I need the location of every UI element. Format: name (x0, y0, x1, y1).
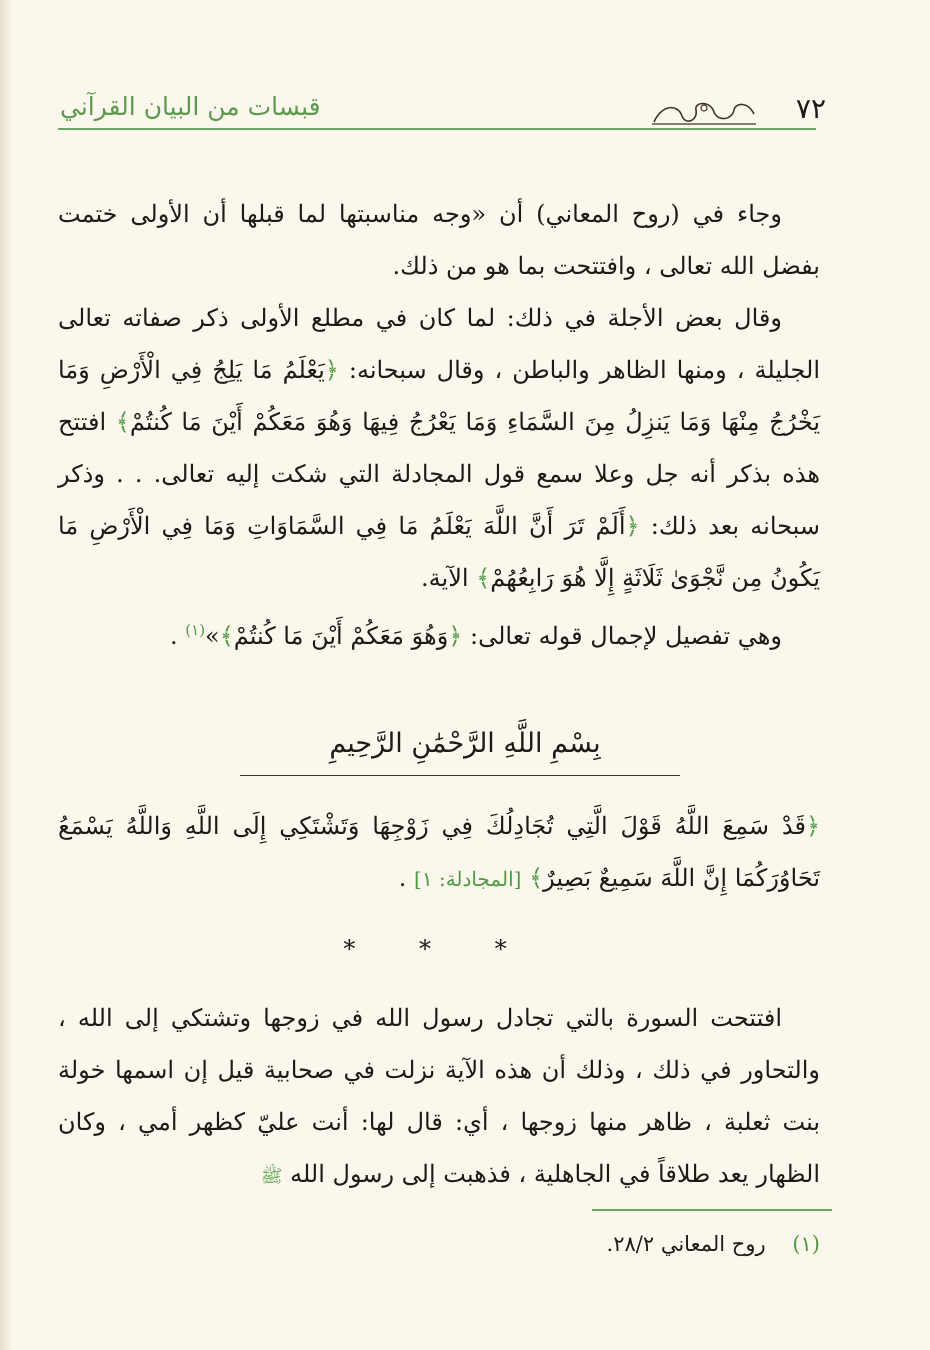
page-number: ٧٢ (795, 92, 826, 125)
paragraph-1: وجاء في (روح المعاني) أن «وجه مناسبتها لما قبلها أن الأولى ختمت بفضل الله تعالى ، وافتتحت بما هو من ذلك. (58, 200, 820, 280)
paragraph-2: وقال بعض الأجلة في ذلك: لما كان في مطلع الأولى ذكر صفاته تعالى الجليلة ، ومنها الظاهر والباطن ، وقال سبحانه: ﴿يَعْلَمُ مَا يَلِجُ فِي الْأَرْضِ وَمَا يَخْرُجُ مِنْهَا وَمَا يَنزِلُ مِنَ السَّمَاءِ وَمَا يَعْرُجُ فِيهَا وَهُوَ مَعَكُمْ أَيْنَ مَا كُنتُمْ﴾ افتتح هذه بذكر أنه جل وعلا سمع قول المجادلة التي شكت إليه تعالى. . . وذكر سبحانه بعد ذلك: ﴿أَلَمْ تَرَ أَنَّ اللَّهَ يَعْلَمُ مَا فِي السَّمَاوَاتِ وَمَا فِي الْأَرْضِ مَا يَكُونُ مِن نَّجْوَىٰ ثَلَاثَةٍ إِلَّا هُوَ رَابِعُهُمْ﴾ الآية. (58, 304, 820, 592)
quran-bracket-open: ﴿ (805, 812, 820, 840)
verse-citation: [المجادلة: ١] (414, 867, 522, 891)
quran-verse-2: أَلَمْ تَرَ أَنَّ اللَّهَ يَعْلَمُ مَا فِي السَّمَاوَاتِ وَمَا فِي الْأَرْضِ مَا يَكُونُ مِن نَّجْوَىٰ ثَلَاثَةٍ إِلَّا هُوَ رَابِعُهُمْ (58, 512, 820, 592)
main-verse-block (58, 800, 820, 905)
quran-bracket-close: ﴾ (219, 622, 234, 650)
lower-body (58, 992, 820, 1203)
quran-verse-1: يَعْلَمُ مَا يَلِجُ فِي الْأَرْضِ وَمَا يَخْرُجُ مِنْهَا وَمَا يَنزِلُ مِنَ السَّمَاءِ وَمَا يَعْرُجُ فِيهَا وَهُوَ مَعَكُمْ أَيْنَ مَا كُنتُمْ (58, 356, 820, 436)
quran-bracket-close: ﴾ (529, 864, 544, 892)
footnote-ref: (١) (185, 621, 206, 639)
salawat-glyph: ﷺ (260, 1166, 283, 1187)
upper-body (58, 188, 820, 662)
quran-bracket-open: ﴿ (324, 356, 339, 384)
page-edge-shadow (0, 0, 12, 1350)
running-title: قبسات من البيان القرآني (60, 92, 321, 121)
footnote (300, 1232, 820, 1256)
quran-bracket-close: ﴾ (115, 408, 130, 436)
header-ornament-icon (648, 96, 760, 128)
basmala-underline (240, 775, 680, 776)
paragraph-3: وهي تفصيل لإجمال قوله تعالى: ﴿وَهُوَ مَعَكُمْ أَيْنَ مَا كُنتُمْ﴾»$^{(١)}$ . (169, 621, 782, 650)
quran-bracket-close: ﴾ (476, 564, 491, 592)
footnote-number: (١) (792, 1232, 820, 1256)
paragraph-4: افتتحت السورة بالتي تجادل رسول الله في زوجها وتشتكي إلى الله ، والتحاور في ذلك ، وذلك أن هذه الآية نزلت في صحابية قيل إن اسمها خولة بنت ثعلبة ، ظاهر منها زوجها ، أي: قال لها: أنت عليّ كظهر أمي ، وكان الظهار يعد طلاقاً في الجاهلية ، فذهبت إلى رسول الله ﷺ (58, 1004, 820, 1188)
main-verse: ﴿قَدْ سَمِعَ اللَّهُ قَوْلَ الَّتِي تُجَادِلُكَ فِي زَوْجِهَا وَتَشْتَكِي إِلَى اللَّهِ وَاللَّهُ يَسْمَعُ تَحَاوُرَكُمَا إِنَّ اللَّهَ سَمِيعٌ بَصِيرٌ﴾ [المجادلة: ١] . (58, 812, 820, 892)
header-rule (58, 128, 816, 130)
section-separator: * * * (343, 935, 535, 963)
basmala: بِسْمِ اللَّهِ الرَّحْمَٰنِ الرَّحِيمِ (329, 728, 601, 759)
quran-bracket-open: ﴿ (625, 512, 640, 540)
quran-verse-3: وَهُوَ مَعَكُمْ أَيْنَ مَا كُنتُمْ (233, 622, 449, 650)
quran-bracket-open: ﴿ (448, 622, 463, 650)
footnote-text: روح المعاني ٢٨/٢. (606, 1232, 766, 1256)
footnote-rule (592, 1209, 832, 1211)
